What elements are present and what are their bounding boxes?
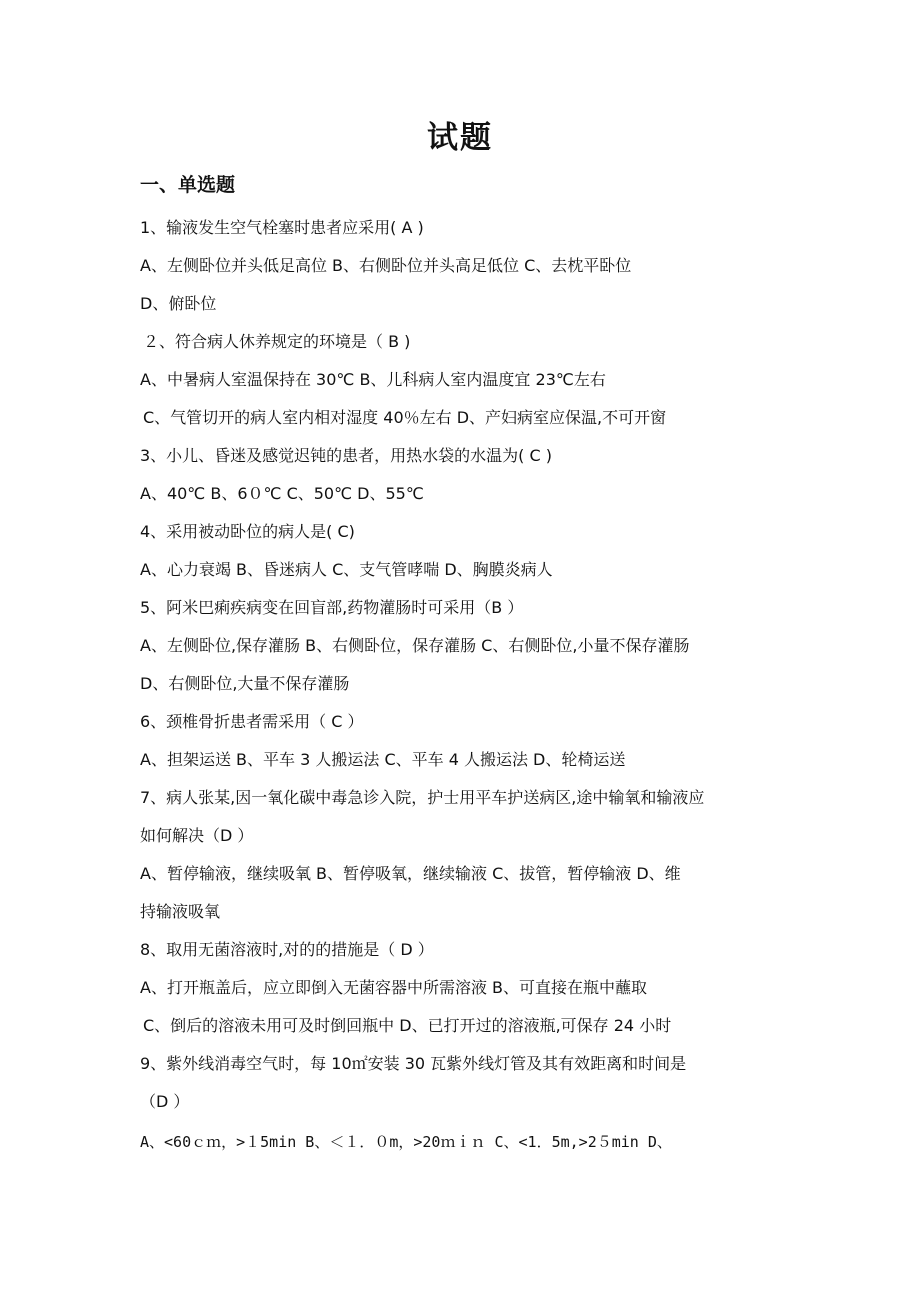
question-9-options: A、<60ｃｍ，>１5min B、＜１．０m，>20ｍｉｎ C、<1．5m,>2５min D、	[140, 1133, 672, 1151]
question-5-options: A、左侧卧位,保存灌肠 B、右侧卧位，保存灌肠 C、右侧卧位,小量不保存灌肠	[140, 636, 690, 655]
question-2-options-cont: C、气管切开的病人室内相对湿度 40％左右 D、产妇病室应保温,不可开窗	[143, 408, 667, 427]
question-4: 4、采用被动卧位的病人是( C)	[140, 522, 355, 541]
section-heading: 一、单选题	[140, 174, 236, 196]
question-7: 7、病人张某,因一氧化碳中毒急诊入院，护士用平车护送病区,途中输氧和输液应	[140, 788, 705, 807]
question-7-options-cont: 持输液吸氧	[140, 902, 221, 921]
question-2: ２、符合病人休养规定的环境是（ B )	[143, 332, 411, 351]
question-7-options: A、暂停输液，继续吸氧 B、暂停吸氧，继续输液 C、拔管，暂停输液 D、维	[140, 864, 681, 883]
question-1-options: A、左侧卧位并头低足高位 B、右侧卧位并头高足低位 C、去枕平卧位	[140, 256, 632, 275]
question-9: 9、紫外线消毒空气时，每 10㎡安装 30 瓦紫外线灯管及其有效距离和时间是	[140, 1054, 687, 1073]
document-title: 试题	[427, 120, 493, 156]
question-5-options-cont: D、右侧卧位,大量不保存灌肠	[140, 674, 350, 693]
question-1: 1、输液发生空气栓塞时患者应采用( A )	[140, 218, 424, 237]
question-9-cont: （D ）	[140, 1092, 190, 1111]
question-1-options-cont: D、俯卧位	[140, 294, 217, 313]
question-5: 5、阿米巴痢疾病变在回盲部,药物灌肠时可采用（B ）	[140, 598, 524, 617]
question-8-options-cont: C、倒后的溶液未用可及时倒回瓶中 D、已打开过的溶液瓶,可保存 24 小时	[143, 1016, 672, 1035]
question-3-options: A、40℃ B、6０℃ C、50℃ D、55℃	[140, 484, 424, 503]
question-3: 3、小儿、昏迷及感觉迟钝的患者，用热水袋的水温为( C )	[140, 446, 553, 465]
question-2-options: A、中暑病人室温保持在 30℃ B、儿科病人室内温度宜 23℃左右	[140, 370, 606, 389]
question-7-cont: 如何解决（D ）	[140, 826, 254, 845]
question-6: 6、颈椎骨折患者需采用（ C ）	[140, 712, 364, 731]
question-8: 8、取用无菌溶液时,对的的措施是（ D ）	[140, 940, 434, 959]
question-6-options: A、担架运送 B、平车 3 人搬运法 C、平车 4 人搬运法 D、轮椅运送	[140, 750, 626, 769]
question-4-options: A、心力衰竭 B、昏迷病人 C、支气管哮喘 D、胸膜炎病人	[140, 560, 553, 579]
question-8-options: A、打开瓶盖后，应立即倒入无菌容器中所需溶液 B、可直接在瓶中蘸取	[140, 978, 648, 997]
